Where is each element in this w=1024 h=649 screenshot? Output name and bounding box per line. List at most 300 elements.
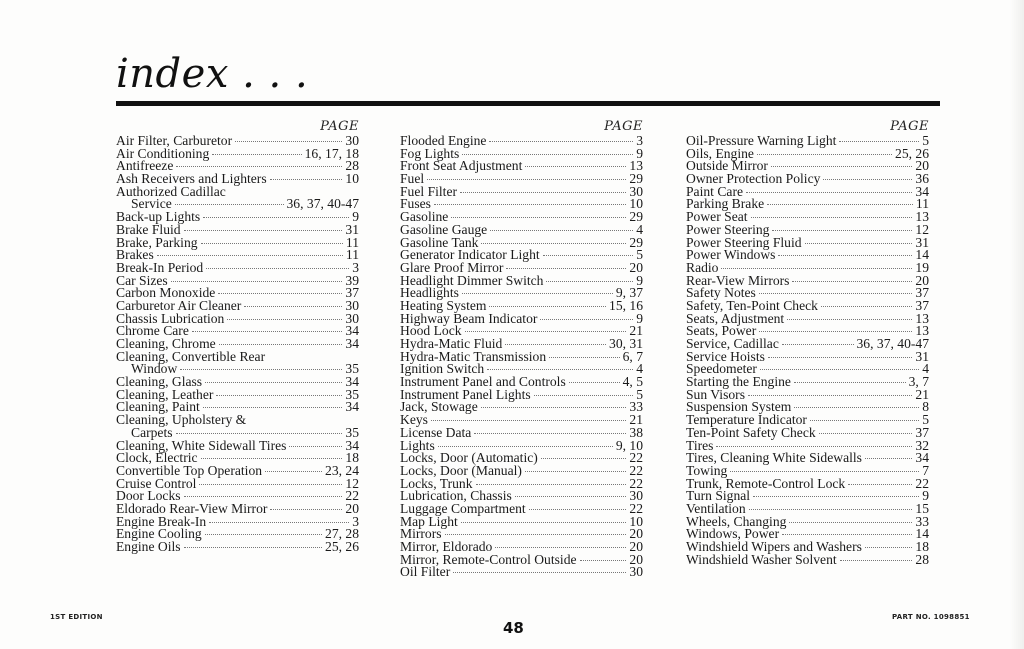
index-entry-label: Brakes [116,247,154,263]
index-entry-label: Hood Lock [400,323,462,339]
index-entry-page: 19 [915,259,929,275]
dot-leader [462,293,613,294]
index-entry-list [116,135,359,554]
index-entry-page: 34 [345,336,359,351]
index-entry-label: Safety, Ten-Point Check [686,297,818,313]
index-entry-page: 22 [345,488,359,504]
index-entry-label: Ignition Switch [400,361,485,377]
dot-leader [184,547,322,548]
dot-leader [580,560,627,561]
index-entry-page: 10 [345,171,359,187]
dot-leader [453,572,626,573]
index-entry-label: Towing [686,462,728,478]
index-entry-page: 9 [636,272,643,288]
index-entry-label: Parking Brake [686,196,765,212]
page-column-heading: PAGE [890,119,929,134]
index-entry-page: 20 [629,259,643,275]
dot-leader [427,179,626,180]
index-entry-label: Cleaning, Paint [116,399,200,415]
index-entry-page: 37 [345,285,359,301]
index-entry-page: 14 [915,526,929,542]
index-entry [116,541,359,554]
dot-leader [839,141,919,142]
index-entry-label: Lubrication, Chassis [400,488,512,504]
index-entry-page: 5 [922,133,929,148]
index-entry-list [686,135,929,566]
index-column-1 [116,119,359,554]
dot-leader [460,192,626,193]
index-entry [400,424,643,440]
index-entry-label: Temperature Indicator [686,412,807,428]
index-entry-label: Windshield Washer Solvent [686,551,837,567]
index-entry-label: Car Sizes [116,272,168,288]
index-entry-label: Cleaning, Convertible Rear [116,348,266,364]
dot-leader [227,319,342,320]
dot-leader [794,407,919,408]
dot-leader [805,243,913,244]
dot-leader [445,534,627,535]
index-entry-label: Speedometer [686,361,757,377]
index-entry [400,566,643,579]
index-entry [400,183,643,199]
dot-leader [569,382,620,383]
dot-leader [782,534,912,535]
index-entry-label: Paint Care [686,183,744,199]
index-entry-label: Mirror, Eldorado [400,539,493,554]
index-entry-label: Engine Cooling [116,526,202,542]
index-entry-label: Windows, Power [686,526,780,542]
index-entry-label: Window [131,361,178,377]
dot-leader [270,509,342,510]
dot-leader [529,509,627,510]
index-entry-label: Power Steering [686,221,770,237]
dot-leader [219,344,343,345]
dot-leader [270,179,343,180]
index-entry-label: Hydra-Matic Fluid [400,336,503,351]
index-entry-page: 38 [629,424,643,440]
index-entry-page: 30 [345,297,359,313]
dot-leader [495,547,626,548]
index-entry-page: 9 [922,488,929,504]
index-entry-page: 10 [629,513,643,529]
index-entry-page: 39 [345,272,359,288]
index-entry-page: 4 [636,361,643,377]
index-entry-label: Outside Mirror [686,158,768,174]
index-entry-page: 36, 37, 40-47 [856,336,929,351]
index-entry-label: Authorized Cadillac [116,183,226,199]
page-column-heading: PAGE [320,119,359,134]
index-entry-page: 34 [915,183,929,199]
dot-leader [730,471,919,472]
index-entry-page: 20 [629,526,643,542]
index-entry-page: 36, 37, 40-47 [286,196,359,212]
dot-leader [465,331,627,332]
dot-leader [525,471,626,472]
dot-leader [171,281,343,282]
index-entry-page: 13 [915,209,929,225]
dot-leader [461,522,627,523]
index-entry-page: 23, 24 [325,462,359,478]
index-entry-label: Locks, Door (Manual) [400,462,522,478]
dot-leader [865,458,912,459]
index-entry-page: 21 [629,412,643,428]
dot-leader [792,281,912,282]
dot-leader [840,560,913,561]
index-entry-label: Cruise Control [116,475,197,491]
index-entry-label: Mirror, Remote-Control Outside [400,551,577,567]
index-entry-label: Locks, Door (Automatic) [400,450,538,466]
index-entry-page: 31 [345,221,359,237]
dot-leader [265,471,322,472]
index-entry-page: 33 [915,513,929,529]
index-entry-label: Air Conditioning [116,145,210,161]
index-entry-page: 32 [915,437,929,453]
index-entry-page: 4, 5 [622,374,643,390]
index-entry-page: 29 [629,171,643,187]
dot-leader [192,331,343,332]
dot-leader [203,407,343,408]
index-entry-page: 30 [629,564,643,580]
dot-leader [543,255,634,256]
index-entry-label: Fuel Filter [400,183,458,199]
index-entry-page: 33 [629,399,643,415]
index-entry-page: 25, 26 [895,145,929,161]
index-entry [686,551,929,567]
dot-leader [819,433,913,434]
dot-leader [184,496,343,497]
index-entry-label: Heating System [400,297,487,313]
index-entry-label: Cleaning, Leather [116,386,214,402]
dot-leader [782,344,854,345]
index-column-2 [400,119,643,579]
index-entry [686,249,929,262]
dot-leader [487,369,633,370]
index-entry-label: Ash Receivers and Lighters [116,171,267,187]
dot-leader [759,293,913,294]
dot-leader [434,204,626,205]
dot-leader [505,344,606,345]
dot-leader [289,446,342,447]
dot-leader [184,230,343,231]
index-entry-page: 30, 31 [609,336,643,351]
dot-leader [540,319,633,320]
dot-leader [789,522,912,523]
part-number: PART NO. 1098851 [892,613,970,621]
index-entry-page: 7 [922,462,929,478]
index-entry-page: 13 [629,158,643,174]
index-entry-page: 15 [915,500,929,516]
index-entry-page: 20 [629,551,643,567]
index-entry-page: 22 [629,475,643,491]
index-entry-page: 21 [629,323,643,339]
dot-leader [209,522,349,523]
index-entry-label: Sun Visors [686,386,745,402]
index-entry-page: 11 [345,234,359,250]
index-entry-page: 36 [915,171,929,187]
dot-leader [201,243,343,244]
index-entry-label: Rear-View Mirrors [686,272,790,288]
index-entry-label: Eldorado Rear-View Mirror [116,500,268,516]
index-entry-page: 9 [352,209,359,225]
dot-leader [474,433,626,434]
dot-leader [481,243,626,244]
index-entry-page: 22 [629,450,643,466]
index-entry-label: Power Steering Fluid [686,234,802,250]
index-entry-label: Air Filter, Carburetor [116,133,233,148]
page-title: index . . . [116,51,309,97]
index-entry-label: Headlight Dimmer Switch [400,272,544,288]
index-entry-label: Brake, Parking [116,234,198,250]
index-entry-label: Antifreeze [116,158,174,174]
index-entry-page: 29 [629,234,643,250]
index-entry-page: 22 [915,475,929,491]
index-entry-page: 14 [915,247,929,263]
index-entry-label: Service [131,196,172,212]
dot-leader [771,166,912,167]
index-entry-page: 27, 28 [325,526,359,542]
dot-leader [506,268,626,269]
title-rule [116,101,940,106]
index-entry-label: Safety Notes [686,285,756,301]
index-entry-page: 34 [345,374,359,390]
index-entry-label: Gasoline Tank [400,234,479,250]
index-entry-page: 3, 7 [908,374,929,390]
dot-leader [772,230,912,231]
dot-leader [515,496,627,497]
index-entry-page: 29 [629,209,643,225]
dot-leader [206,268,349,269]
index-entry-page: 20 [345,500,359,516]
index-entry-page: 20 [629,539,643,554]
index-entry-label: Fuel [400,171,425,187]
index-entry-label: Brake Fluid [116,221,181,237]
dot-leader [175,204,284,205]
dot-leader [794,382,906,383]
dot-leader [199,484,342,485]
index-entry-label: Glare Proof Mirror [400,259,504,275]
index-entry-page: 12 [915,221,929,237]
index-entry-page: 9, 37 [615,285,643,301]
index-entry-page: 22 [629,500,643,516]
index-entry-label: Cleaning, Chrome [116,336,216,351]
dot-leader [201,458,343,459]
index-entry-page: 37 [915,297,929,313]
index-entry-label: Power Seat [686,209,748,225]
page-edge-shadow [1010,0,1024,649]
index-entry-page: 5 [636,386,643,402]
dot-leader [451,217,626,218]
dot-leader [176,166,342,167]
dot-leader [212,154,301,155]
index-entry-label: Tires [686,437,714,453]
index-entry-label: Back-up Lights [116,209,201,225]
index-entry-page: 16, 17, 18 [304,145,359,161]
index-entry-page: 35 [345,386,359,402]
index-entry-page: 34 [345,323,359,339]
index-entry-label: Starting the Engine [686,374,791,390]
dot-leader [481,407,627,408]
dot-leader [768,357,912,358]
index-entry-label: Wheels, Changing [686,513,787,529]
dot-leader [787,319,912,320]
index-column-3 [686,119,929,566]
index-entry-label: Suspension System [686,399,792,415]
index-entry-label: Turn Signal [686,488,751,504]
index-entry-label: Tires, Cleaning White Sidewalls [686,450,862,466]
index-entry-label: Fog Lights [400,145,460,161]
index-entry-label: Owner Protection Policy [686,171,821,187]
dot-leader [525,166,626,167]
index-entry-label: Fuses [400,196,431,212]
index-entry-label: Jack, Stowage [400,399,478,415]
index-entry-label: Engine Oils [116,539,181,554]
index-entry-page: 34 [345,399,359,415]
dot-leader [180,369,342,370]
dot-leader [489,306,606,307]
index-entry-label: Chassis Lubrication [116,310,225,326]
index-entry-label: Instrument Panel Lights [400,386,531,402]
dot-leader [431,420,626,421]
index-entry-label: Cleaning, Glass [116,374,203,390]
index-entry-page: 22 [629,462,643,478]
edition-label: 1ST EDITION [50,613,103,621]
index-entry-page: 25, 26 [325,539,359,554]
dot-leader [759,331,912,332]
index-entry-label: Ventilation [686,500,746,516]
index-entry-page: 9 [636,310,643,326]
index-entry-label: Keys [400,412,428,428]
index-entry-page: 34 [345,437,359,453]
dot-leader [821,306,912,307]
index-entry-label: Oil-Pressure Warning Light [686,133,837,148]
index-entry-page: 12 [345,475,359,491]
index-entry-page: 5 [636,247,643,263]
dot-leader [751,217,913,218]
index-entry-page: 37 [915,424,929,440]
index-entry-label: Luggage Compartment [400,500,526,516]
index-entry-page: 20 [915,272,929,288]
index-entry [400,160,643,173]
index-entry-label: Lights [400,437,435,453]
index-entry-label: Carbon Monoxide [116,285,216,301]
index-entry-label: Gasoline [400,209,449,225]
dot-leader [753,496,919,497]
index-entry-page: 6, 7 [622,348,643,364]
index-entry-label: Chrome Care [116,323,189,339]
index-entry-page: 34 [915,450,929,466]
dot-leader [205,382,342,383]
index-entry-page: 35 [345,424,359,440]
dot-leader [534,395,634,396]
index-entry-page: 11 [345,247,359,263]
index-entry-page: 9 [636,145,643,161]
index-entry-page: 3 [352,513,359,529]
dot-leader [778,255,912,256]
dot-leader [218,293,342,294]
index-entry [686,424,929,440]
dot-leader [546,281,633,282]
dot-leader [438,446,613,447]
index-entry-label: Seats, Power [686,323,757,339]
index-entry-page: 4 [636,221,643,237]
index-entry-page: 15, 16 [609,297,643,313]
dot-leader [823,179,912,180]
index-entry-page: 13 [915,310,929,326]
index-entry-label: Instrument Panel and Controls [400,374,566,390]
dot-leader [541,458,627,459]
dot-leader [205,534,322,535]
index-entry-label: Headlights [400,285,459,301]
page-number: 48 [503,619,524,637]
index-entry-label: Service, Cadillac [686,336,779,351]
index-entry-page: 18 [345,450,359,466]
dot-leader [476,484,627,485]
index-entry-page: 30 [345,310,359,326]
dot-leader [216,395,342,396]
index-entry-label: License Data [400,424,472,440]
index-entry-page: 20 [915,158,929,174]
index-entry-page: 18 [915,539,929,554]
index-entry-label: Radio [686,259,719,275]
index-entry-label: Break-In Period [116,259,204,275]
dot-leader [157,255,343,256]
index-entry-page: 31 [915,234,929,250]
index-entry-page: 3 [352,259,359,275]
index-entry-label: Carburetor Air Cleaner [116,297,242,313]
dot-leader [235,141,342,142]
dot-leader [810,420,919,421]
index-entry-page: 30 [345,133,359,148]
index-entry-page: 3 [636,133,643,148]
dot-leader [489,141,633,142]
index-entry-label: Oils, Engine [686,145,754,161]
dot-leader [203,217,349,218]
index-entry-page: 37 [915,285,929,301]
dot-leader [748,395,912,396]
index-entry-label: Power Windows [686,247,776,263]
dot-leader [490,230,633,231]
dot-leader [549,357,619,358]
index-entry-label: Locks, Trunk [400,475,473,491]
dot-leader [757,154,892,155]
index-entry-page: 31 [915,348,929,364]
dot-leader [176,433,343,434]
dot-leader [721,268,912,269]
index-entry-label: Generator Indicator Light [400,247,540,263]
index-entry-page: 28 [345,158,359,174]
index-entry-label: Hydra-Matic Transmission [400,348,547,364]
index-entry [400,401,643,414]
index-entry-label: Seats, Adjustment [686,310,785,326]
index-entry-label: Ten-Point Safety Check [686,424,816,440]
index-entry-page: 11 [915,196,929,212]
index-entry-label: Highway Beam Indicator [400,310,538,326]
index-entry-label: Mirrors [400,526,442,542]
dot-leader [244,306,342,307]
index-entry-page: 10 [629,196,643,212]
dot-leader [749,509,913,510]
index-entry-label: Trunk, Remote-Control Lock [686,475,846,491]
index-entry-page: 4 [922,361,929,377]
index-entry-page: 9, 10 [615,437,643,453]
index-entry-page: 28 [915,551,929,567]
dot-leader [767,204,913,205]
dot-leader [865,547,913,548]
index-entry-label: Gasoline Gauge [400,221,488,237]
index-entry-label: Service Hoists [686,348,765,364]
index-entry-label: Convertible Top Operation [116,462,263,478]
index-entry-label: Cleaning, Upholstery & [116,412,247,428]
